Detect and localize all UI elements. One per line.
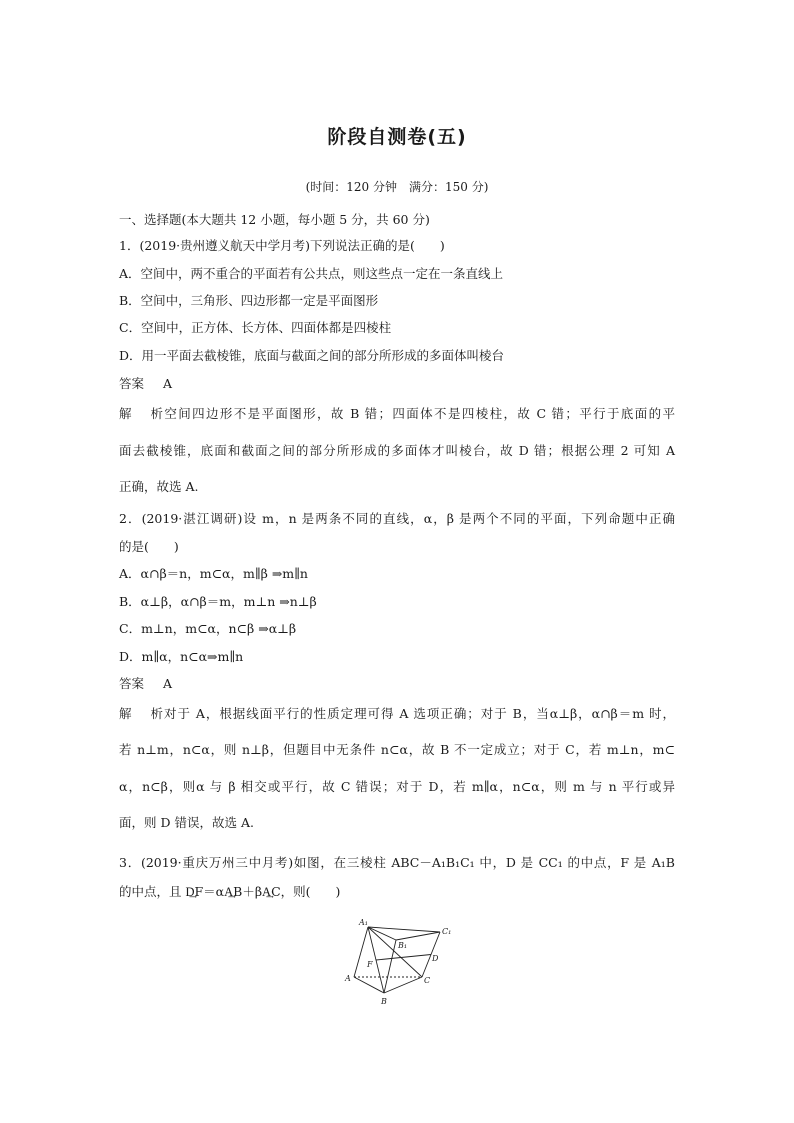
q2-stem-line-1: 2．(2019·湛江调研)设 m，n 是两条不同的直线，α，β 是两个不同的平面，下列命题中正确 <box>119 511 675 526</box>
analysis-text: 空间四边形不是平面图形，故 B 错；四面体不是四棱柱，故 C 错；平行于底面的平 <box>163 406 675 421</box>
q2-answer <box>119 676 172 692</box>
label-a: A <box>345 974 351 983</box>
q1-analysis-line-1 <box>119 406 675 422</box>
answer-value: A <box>163 376 173 391</box>
label-c: C <box>424 976 431 985</box>
label-b1: B₁ <box>398 941 408 950</box>
q1-stem: 1．(2019·贵州遵义航天中学月考)下列说法正确的是( ) <box>119 238 445 253</box>
q2-analysis-line-3: α，n⊂β，则α 与 β 相交或平行，故 C 错误；对于 D，若 m∥α，n⊂α，则 m 与 n 平行或异 <box>119 779 675 794</box>
q1-option-b: B．空间中，三角形、四边形都一定是平面图形 <box>119 293 379 308</box>
q1-option-d: D．用一平面去截棱锥，底面与截面之间的部分所形成的多面体叫棱台 <box>119 348 505 363</box>
segment-a1c <box>368 927 422 977</box>
label-f: F <box>367 960 373 969</box>
q2-option-c: C．m⊥n，m⊂α，n⊂β ⇒α⊥β <box>119 621 297 636</box>
page-title: 阶段自测卷(五) <box>327 126 467 148</box>
q1-option-c: C．空间中，正方体、长方体、四面体都是四棱柱 <box>119 320 392 335</box>
q2-option-b: B．α⊥β，α∩β＝m，m⊥n ⇒n⊥β <box>119 594 317 609</box>
analysis-label: 解析 <box>119 706 163 721</box>
prism-figure <box>340 913 456 1009</box>
q1-answer <box>119 376 172 392</box>
q1-analysis-line-3: 正确，故选 A. <box>119 479 199 494</box>
label-a1: A₁ <box>359 918 368 927</box>
edge-ab <box>354 977 384 993</box>
q2-stem-line-2: 的是( ) <box>119 539 179 554</box>
label-c1: C₁ <box>442 927 452 936</box>
analysis-text: 对于 A，根据线面平行的性质定理可得 A 选项正确；对于 B，当α⊥β，α∩β＝m 时， <box>163 706 675 721</box>
analysis-label: 解析 <box>119 406 163 421</box>
q1-analysis-line-2: 面去截棱锥，底面和截面之间的部分所形成的多面体才叫棱台，故 D 错；根据公理 2 可知 A <box>119 443 675 458</box>
q2-option-d: D．m∥α，n⊂α⇒m∥n <box>119 649 244 664</box>
label-d: D <box>432 954 439 963</box>
exam-time-score: (时间：120 分钟 满分：150 分) <box>305 180 489 194</box>
edge-bc <box>384 977 422 993</box>
edge-b1c1 <box>396 932 440 940</box>
q3-stem-line-1: 3．(2019·重庆万州三中月考)如图，在三棱柱 ABC－A₁B₁C₁ 中，D 是 CC₁ 的中点，F 是 A₁B <box>119 855 675 870</box>
q3-stem-line-2: 的中点，且 D͢F＝αA͢B＋βA͢C，则( ) <box>119 884 341 899</box>
edge-aa1 <box>354 927 368 977</box>
q1-option-a: A．空间中，两不重合的平面若有公共点，则这些点一定在一条直线上 <box>119 266 504 281</box>
answer-label: 答案 <box>119 376 145 391</box>
edge-a1c1 <box>368 927 440 932</box>
answer-label: 答案 <box>119 676 145 691</box>
answer-value: A <box>163 676 173 691</box>
q2-option-a: A．α∩β＝n，m⊂α，m∥β ⇒m∥n <box>119 566 308 581</box>
q2-analysis-line-2: 若 n⊥m，n⊂α，则 n⊥β，但题目中无条件 n⊂α，故 B 不一定成立；对于 C，若 m⊥n，m⊂ <box>119 742 675 757</box>
section-heading: 一、选择题(本大题共 12 小题，每小题 5 分，共 60 分) <box>119 212 430 227</box>
q2-analysis-line-4: 面，则 D 错误，故选 A. <box>119 815 254 830</box>
q2-analysis-line-1 <box>119 706 675 722</box>
label-b: B <box>381 997 387 1006</box>
segment-fd <box>376 955 431 961</box>
